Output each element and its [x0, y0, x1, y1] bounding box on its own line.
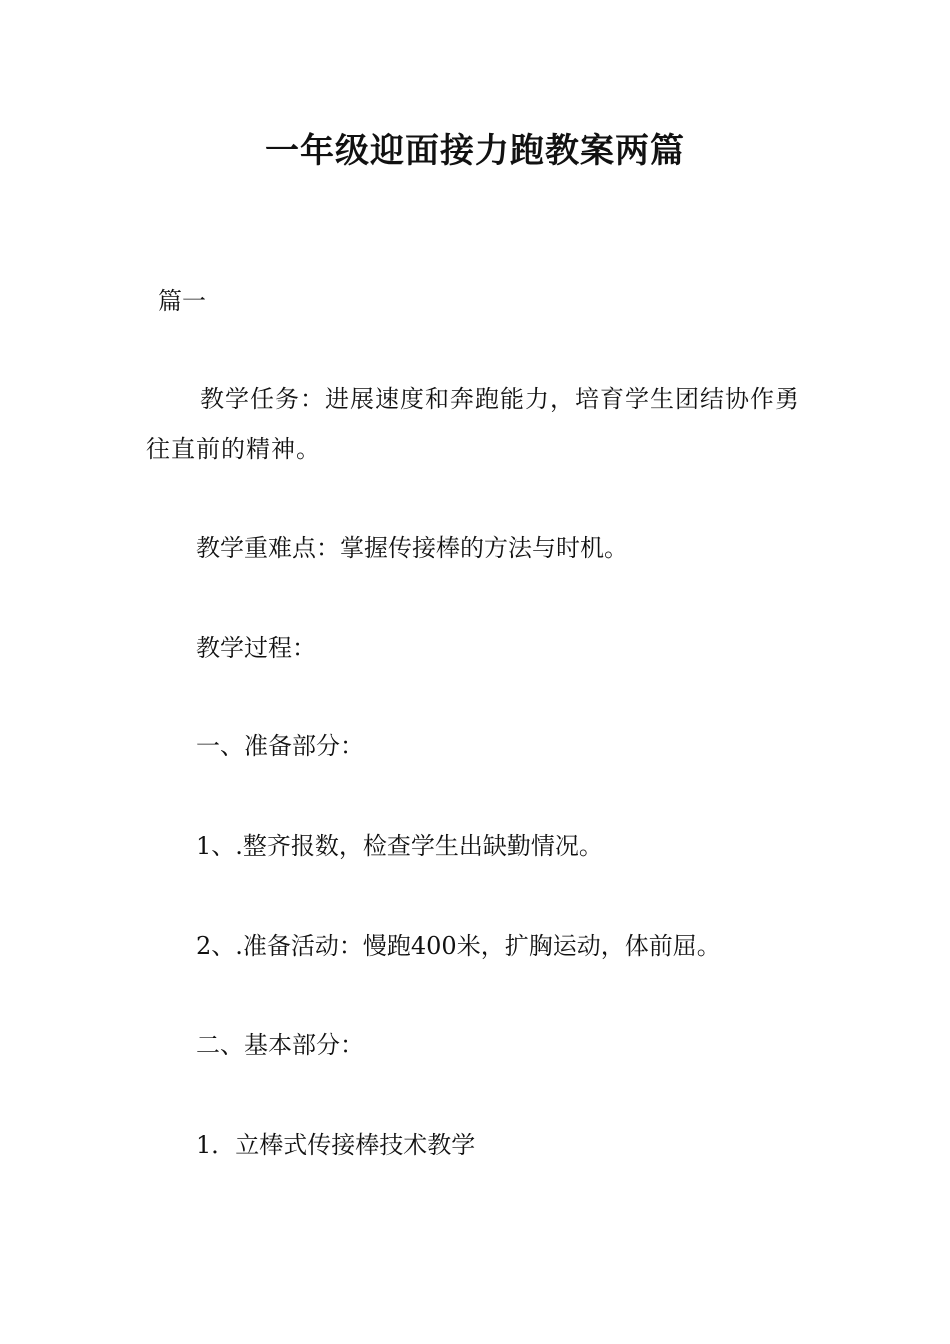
paragraph-task: 教学任务：进展速度和奔跑能力，培育学生团结协作勇往直前的精神。 — [146, 385, 800, 463]
paragraph-key-points: 教学重难点：掌握传接棒的方法与时机。 — [196, 534, 628, 562]
document-title: 一年级迎面接力跑教案两篇 — [265, 131, 685, 171]
paragraph-process: 教学过程： — [196, 634, 316, 662]
list-item-basic-1: 1．立棒式传接棒技术教学 — [196, 1131, 476, 1159]
section-label: 篇一 — [158, 287, 206, 315]
heading-part-two: 二、基本部分： — [196, 1031, 364, 1059]
heading-part-one: 一、准备部分： — [196, 732, 364, 760]
list-item-step-1: 1、.整齐报数，检查学生出缺勤情况。 — [196, 832, 603, 860]
list-item-step-2: 2、.准备活动：慢跑400米，扩胸运动，体前屈。 — [196, 932, 721, 960]
